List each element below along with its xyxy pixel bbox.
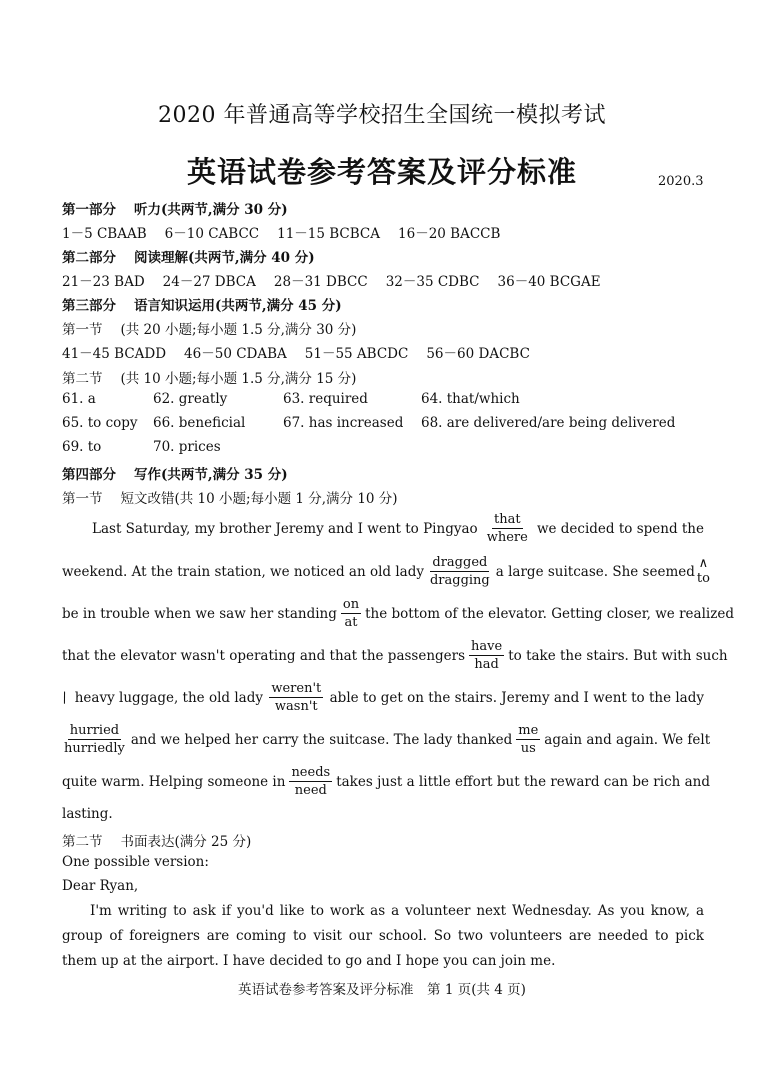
insert-caret-mark: ∧ to xyxy=(696,556,710,586)
passage-line: weekend. At the train station, we noticed an old lady $\frac{\text{dragged}}{\text{dragging}}$ a large suitcase. She seemed ∧ to xyxy=(62,555,710,588)
part4-heading: 第四部分 写作(共两节,满分 35 分) xyxy=(62,467,288,483)
passage-line: be in trouble when we saw her standing $\frac{on}{at}$ the bottom of the elevator. Getting closer, we realized xyxy=(62,597,734,630)
part1-heading: 第一部分 听力(共两节,满分 30 分) xyxy=(62,202,288,218)
answer-item: 65. to copy xyxy=(62,415,138,431)
letter-body: I'm writing to ask if you'd like to work as a volunteer next Wednesday. As you know, a group of foreigners are coming to visit our school. So two volunteers are needed to pick them up at the airport. I have decided to go and I hope you can join me. xyxy=(62,903,704,969)
answer-item: 68. are delivered/are being delivered xyxy=(421,415,676,431)
passage-line: \ heavy luggage, the old lady $\frac{\text{weren't}}{\text{wasn't}}$ able to get on the stairs. Jeremy and I went to the lady xyxy=(59,681,704,714)
part4-sec1-heading: 第一节 短文改错(共 10 小题;每小题 1 分,满分 10 分) xyxy=(62,491,398,507)
correction-mark: $\frac{on}{at}$ xyxy=(342,597,360,630)
answer-item: 66. beneficial xyxy=(153,415,246,431)
answer-item: 64. that/which xyxy=(421,391,520,407)
part1-answers: 1－5 CBAAB 6－10 CABCC 11－15 BCBCA 16－20 BACCB xyxy=(62,226,501,242)
page-title: 英语试卷参考答案及评分标准 xyxy=(186,155,577,189)
correction-mark: $\frac{\text{weren't}}{\text{wasn't}}$ xyxy=(271,681,322,714)
correction-mark: $\frac{me}{us}$ xyxy=(518,723,539,756)
part2-answers: 21－23 BAD 24－27 DBCA 28－31 DBCC 32－35 CDBC 36－40 BCGAE xyxy=(62,274,601,290)
version-label: One possible version: xyxy=(62,854,209,870)
passage-last-line: lasting. xyxy=(62,806,113,822)
answer-item: 69. to xyxy=(62,439,102,455)
passage-line: Last Saturday, my brother Jeremy and I went to Pingyao $\frac{\text{that}}{\text{where}}$ we decided to spend the xyxy=(92,512,704,545)
page-footer: 英语试卷参考答案及评分标准 第 1 页(共 4 页) xyxy=(238,982,526,998)
correction-mark: $\frac{\text{needs}}{\text{need}}$ xyxy=(291,765,331,798)
passage-line: that the elevator wasn't operating and that the passengers $\frac{\text{have}}{\text{had}}$ to take the stairs. But with such xyxy=(62,639,728,672)
answer-item: 61. a xyxy=(62,391,96,407)
salutation: Dear Ryan, xyxy=(62,878,139,894)
exam-title: 2020 年普通高等学校招生全国统一模拟考试 xyxy=(158,103,606,128)
correction-mark: $\frac{\text{dragged}}{\text{dragging}}$ xyxy=(429,555,490,588)
correction-mark: $\frac{\text{hurried}}{\text{hurriedly}}$ xyxy=(64,723,125,756)
answer-item: 70. prices xyxy=(153,439,221,455)
answer-item: 63. required xyxy=(283,391,368,407)
part3-sec1-answers: 41－45 BCADD 46－50 CDABA 51－55 ABCDC 56－60 DACBC xyxy=(62,346,530,362)
date-label: 2020.3 xyxy=(658,174,704,189)
delete-mark: \ xyxy=(59,689,70,707)
correction-mark: $\frac{\text{that}}{\text{where}}$ xyxy=(486,512,528,545)
passage-line: $\frac{\text{hurried}}{\text{hurriedly}}$ and we helped her carry the suitcase. The lady thanked $\frac{me}{us}$ again and again. We felt xyxy=(64,723,711,756)
answer-item: 62. greatly xyxy=(153,391,228,407)
part2-heading: 第二部分 阅读理解(共两节,满分 40 分) xyxy=(62,250,315,266)
correction-mark: $\frac{\text{have}}{\text{had}}$ xyxy=(471,639,503,672)
part4-sec2-heading: 第二节 书面表达(满分 25 分) xyxy=(62,834,252,850)
part3-sec2-heading: 第二节 (共 10 小题;每小题 1.5 分,满分 15 分) xyxy=(62,371,357,387)
answer-item: 67. has increased xyxy=(283,415,404,431)
part3-sec1-heading: 第一节 (共 20 小题;每小题 1.5 分,满分 30 分) xyxy=(62,322,357,338)
passage-line: quite warm. Helping someone in $\frac{\text{needs}}{\text{need}}$ takes just a little effort but the reward can be rich and xyxy=(62,765,710,798)
part3-heading: 第三部分 语言知识运用(共两节,满分 45 分) xyxy=(62,298,342,314)
